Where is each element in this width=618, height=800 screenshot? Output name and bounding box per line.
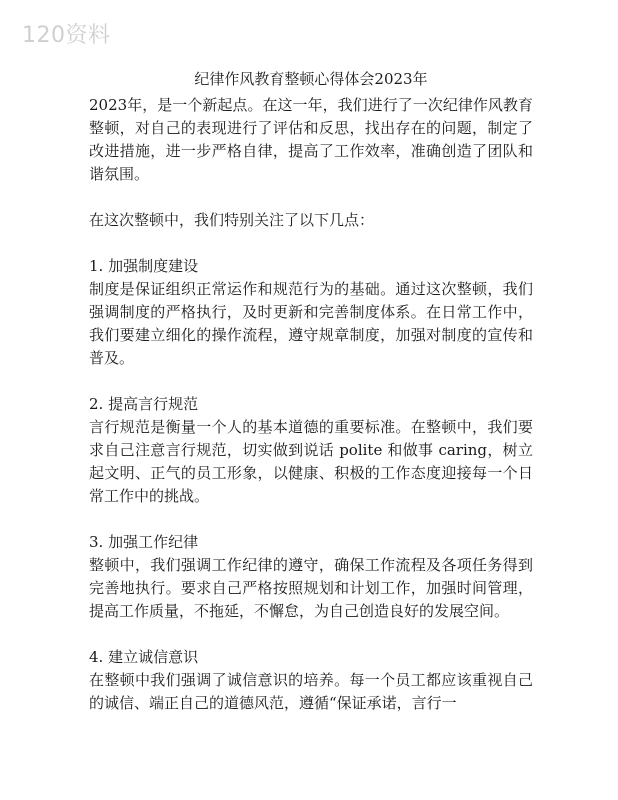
spacer [89,186,533,209]
section-body: 言行规范是衡量一个人的基本道德的重要标准。在整顿中，我们要求自己注意言行规范，切实做到说话 polite 和做事 caring，树立起文明、正气的员工形象，以健康、积极的工作态度迎接每一个日常工作中的挑战。 [89,418,533,505]
intro-paragraph: 2023年，是一个新起点。在这一年，我们进行了一次纪律作风教育整顿，对自己的表现进行了评估和反思，找出存在的问题，制定了改进措施，进一步严格自律，提高了工作效率，准确创造了团队和谐氛围。 [89,96,533,183]
spacer [89,370,533,393]
spacer [89,623,533,646]
spacer [89,232,533,255]
spacer [89,508,533,531]
section-heading: 3. 加强工作纪律 [89,533,199,551]
watermark-logo: 120资料 [22,23,111,48]
section-body: 整顿中，我们强调工作纪律的遵守，确保工作流程及各项任务得到完善地执行。要求自己严格按照规划和计划工作，加强时间管理，提高工作质量，不拖延，不懈怠，为自己创造良好的发展空间。 [89,556,533,620]
document-page [89,68,533,715]
document-title: 纪律作风教育整顿心得体会2023年 [194,70,428,88]
section-heading: 2. 提高言行规范 [89,395,199,413]
section-body: 制度是保证组织正常运作和规范行为的基础。通过这次整顿，我们强调制度的严格执行，及时更新和完善制度体系。在日常工作中，我们要建立细化的操作流程，遵守规章制度，加强对制度的宣传和普及。 [89,280,533,367]
section-heading: 4. 建立诚信意识 [89,648,199,666]
lead-paragraph: 在这次整顿中，我们特别关注了以下几点： [89,211,375,229]
section-heading: 1. 加强制度建设 [89,257,199,275]
section-body: 在整顿中我们强调了诚信意识的培养。每一个员工都应该重视自己的诚信、端正自己的道德风范，遵循“保证承诺，言行一 [89,671,533,712]
